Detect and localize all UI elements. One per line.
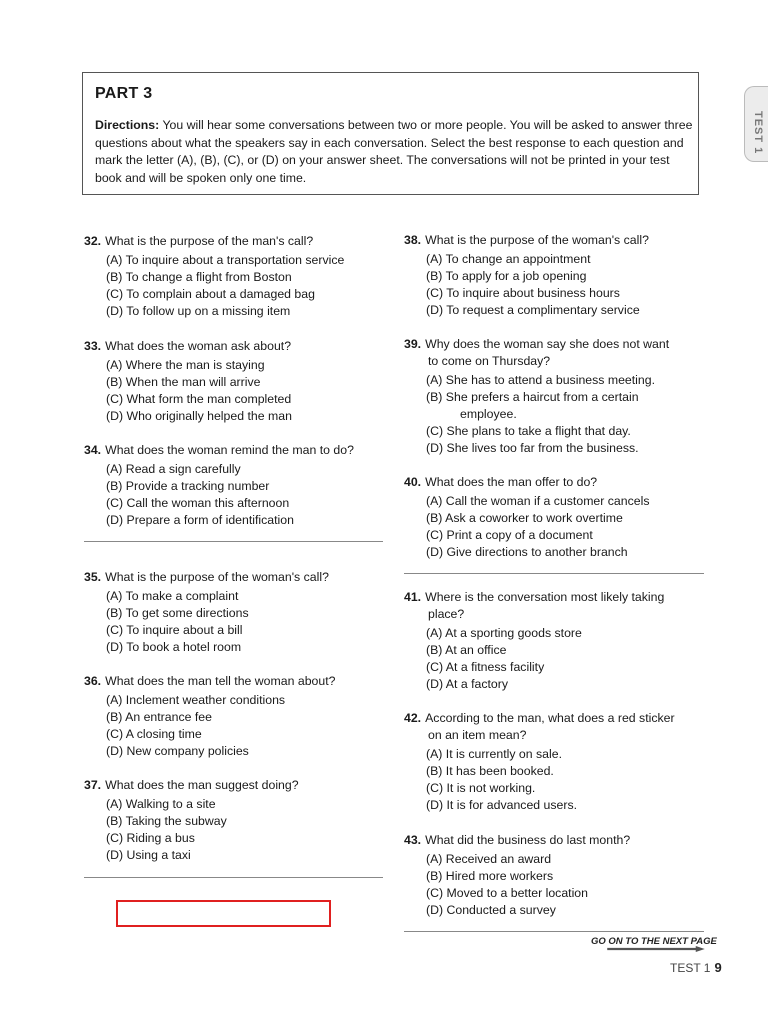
- option-a: (A) To change an appointment: [426, 252, 591, 266]
- option-c: (C) A closing time: [106, 727, 202, 741]
- option-d: (D) To book a hotel room: [106, 640, 242, 654]
- question-stem: What is the purpose of the man's call?: [105, 234, 314, 248]
- option-b: (B) When the man will arrive: [106, 375, 261, 389]
- question-42: [404, 710, 704, 814]
- option-b: (B) Provide a tracking number: [106, 479, 270, 493]
- question-38: [404, 232, 704, 319]
- option-a: (A) She has to attend a business meeting.: [426, 373, 655, 387]
- question-stem: Where is the conversation most likely taking: [425, 590, 665, 604]
- option-d: (D) Prepare a form of identification: [106, 513, 294, 527]
- question-37: [84, 777, 394, 864]
- divider: [84, 877, 383, 878]
- question-35: [84, 569, 394, 656]
- question-40: [404, 474, 704, 561]
- option-b: (B) It has been booked.: [426, 764, 554, 778]
- option-d: (D) Give directions to another branch: [426, 545, 628, 559]
- option-d: (D) To follow up on a missing item: [106, 304, 291, 318]
- question-41: [404, 589, 704, 693]
- option-a: (A) At a sporting goods store: [426, 626, 582, 640]
- question-stem: Why does the woman say she does not want: [425, 337, 670, 351]
- test-tab-label: TEST 1: [752, 111, 764, 155]
- option-b: (B) To apply for a job opening: [426, 269, 587, 283]
- part-title: PART 3: [95, 85, 153, 102]
- option-c: (C) She plans to take a flight that day.: [426, 424, 631, 438]
- option-a: (A) To make a complaint: [106, 589, 239, 603]
- footer-test-label: TEST 1: [670, 961, 711, 975]
- question-number: 32.: [84, 234, 102, 248]
- divider: [404, 931, 704, 932]
- page-number: 9: [714, 960, 722, 975]
- option-a: (A) It is currently on sale.: [426, 747, 562, 761]
- option-a: (A) To inquire about a transportation service: [106, 253, 345, 267]
- option-d: (D) It is for advanced users.: [426, 798, 578, 812]
- divider: [404, 573, 704, 574]
- directions-label: Directions:: [95, 118, 160, 132]
- option-d: (D) Who originally helped the man: [106, 409, 292, 423]
- question-stem-continued: to come on Thursday?: [428, 354, 551, 368]
- option-c: (C) Riding a bus: [106, 831, 195, 845]
- option-d: (D) She lives too far from the business.: [426, 441, 639, 455]
- directions-box: [82, 72, 699, 195]
- question-stem-continued: place?: [428, 607, 465, 621]
- option-d: (D) At a factory: [426, 677, 509, 691]
- option-b: (B) To get some directions: [106, 606, 249, 620]
- question-33: [84, 338, 394, 425]
- option-d: (D) To request a complimentary service: [426, 303, 640, 317]
- question-number: 36.: [84, 674, 102, 688]
- question-number: 39.: [404, 337, 422, 351]
- option-c: (C) To inquire about business hours: [426, 286, 620, 300]
- question-number: 33.: [84, 339, 102, 353]
- next-page-label: GO ON TO THE NEXT PAGE: [591, 936, 717, 947]
- question-36: [84, 673, 394, 760]
- option-c: (C) Print a copy of a document: [426, 528, 593, 542]
- option-c: (C) To inquire about a bill: [106, 623, 243, 637]
- question-stem: What did the business do last month?: [425, 833, 631, 847]
- option-a: (A) Read a sign carefully: [106, 462, 241, 476]
- question-43: [404, 832, 704, 919]
- option-a: (A) Walking to a site: [106, 797, 216, 811]
- question-stem: What is the purpose of the woman's call?: [425, 233, 649, 247]
- question-stem: What does the man offer to do?: [425, 475, 598, 489]
- option-c: (C) It is not working.: [426, 781, 536, 795]
- option-b: (B) An entrance fee: [106, 710, 212, 724]
- option-b: (B) To change a flight from Boston: [106, 270, 292, 284]
- directions-text: [95, 117, 695, 187]
- option-a: (A) Inclement weather conditions: [106, 693, 286, 707]
- question-32: [84, 233, 394, 320]
- page-footer: [670, 960, 722, 975]
- question-number: 42.: [404, 711, 422, 725]
- option-b: (B) Taking the subway: [106, 814, 227, 828]
- question-number: 35.: [84, 570, 102, 584]
- option-b: (B) She prefers a haircut from a certain: [426, 390, 639, 404]
- highlight-box: [116, 900, 331, 927]
- directions-body: You will hear some conversations between two or more people. You will be asked to answer three questions about what the speakers say in each conversation. Select the best response to each question and mark the letter (A), (B), (C), or (D) on your answer sheet. The conversations will not be printed in your test book and will be spoken only one time.: [95, 118, 693, 185]
- option-b: (B) Hired more workers: [426, 869, 554, 883]
- option-c: (C) Moved to a better location: [426, 886, 588, 900]
- option-b: (B) At an office: [426, 643, 507, 657]
- option-c: (C) What form the man completed: [106, 392, 292, 406]
- divider: [84, 541, 383, 542]
- option-a: (A) Received an award: [426, 852, 552, 866]
- question-number: 43.: [404, 833, 422, 847]
- question-stem: What does the woman ask about?: [105, 339, 292, 353]
- option-d: (D) Conducted a survey: [426, 903, 556, 917]
- option-b-continued: employee.: [460, 407, 517, 421]
- question-stem-continued: on an item mean?: [428, 728, 527, 742]
- option-c: (C) At a fitness facility: [426, 660, 545, 674]
- question-number: 37.: [84, 778, 102, 792]
- question-stem: What does the man tell the woman about?: [105, 674, 336, 688]
- option-d: (D) Using a taxi: [106, 848, 191, 862]
- question-number: 40.: [404, 475, 422, 489]
- option-a: (A) Where the man is staying: [106, 358, 265, 372]
- test-tab: [744, 86, 768, 162]
- question-number: 41.: [404, 590, 422, 604]
- question-34: [84, 442, 394, 529]
- question-number: 34.: [84, 443, 102, 457]
- option-a: (A) Call the woman if a customer cancels: [426, 494, 650, 508]
- option-c: (C) To complain about a damaged bag: [106, 287, 315, 301]
- option-c: (C) Call the woman this afternoon: [106, 496, 290, 510]
- question-number: 38.: [404, 233, 422, 247]
- question-39: [404, 336, 704, 457]
- question-stem: According to the man, what does a red sticker: [425, 711, 675, 725]
- option-d: (D) New company policies: [106, 744, 249, 758]
- question-stem: What does the woman remind the man to do?: [105, 443, 354, 457]
- arrow-right-icon: [591, 946, 721, 952]
- question-stem: What does the man suggest doing?: [105, 778, 299, 792]
- option-b: (B) Ask a coworker to work overtime: [426, 511, 623, 525]
- question-stem: What is the purpose of the woman's call?: [105, 570, 329, 584]
